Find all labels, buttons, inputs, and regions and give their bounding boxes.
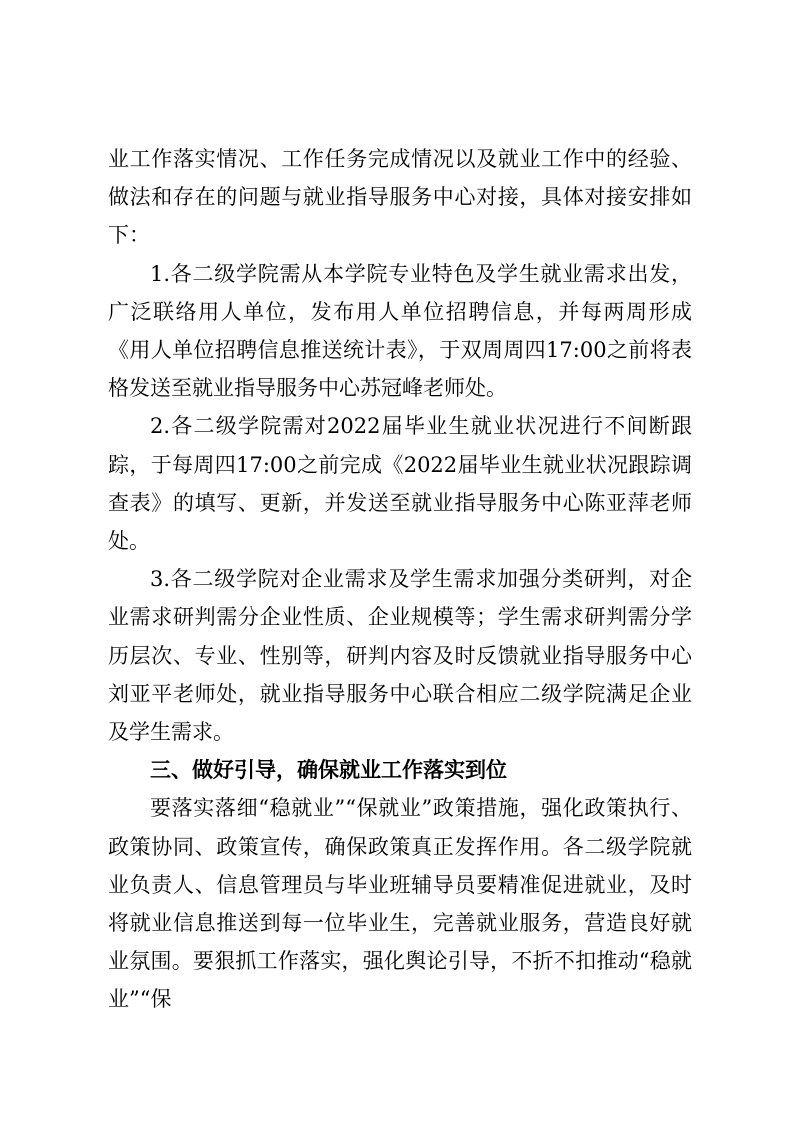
paragraph-item-2: 2.各二级学院需对2022届毕业生就业状况进行不间断跟踪，于每周四17:00之前完成《2022届毕业生就业状况跟踪调查表》的填写、更新，并发送至就业指导服务中心陈亚萍老师处。 [108,414,692,554]
paragraph-item-1: 1.各二级学院需从本学院专业特色及学生就业需求出发，广泛联络用人单位，发布用人单位招聘信息，并每两周形成《用人单位招聘信息推送统计表》，于双周周四17:00之前将表格发送至就业指导服务中心苏冠峰老师处。 [108,261,692,401]
document-body [108,140,692,1019]
section-heading: 三、做好引导，确保就业工作落实到位 [150,758,507,783]
paragraph-continuation: 业工作落实情况、工作任务完成情况以及就业工作中的经验、做法和存在的问题与就业指导服务中心对接，具体对接安排如下： [108,147,692,248]
paragraph-item-3: 3.各二级学院对企业需求及学生需求加强分类研判，对企业需求研判需分企业性质、企业规模等；学生需求研判需分学历层次、专业、性别等，研判内容及时反馈就业指导服务中心刘亚平老师处，就业指导服务中心联合相应二级学院满足企业及学生需求。 [108,567,692,745]
paragraph-section-body: 要落实落细“稳就业”“保就业”政策措施，强化政策执行、政策协同、政策宣传，确保政策真正发挥作用。各二级学院就业负责人、信息管理员与毕业班辅导员要精准促进就业，及时将就业信息推送到每一位毕业生，完善就业服务，营造良好就业氛围。要狠抓工作落实，强化舆论引导，不折不扣推动“稳就业”“保 [108,796,692,1012]
